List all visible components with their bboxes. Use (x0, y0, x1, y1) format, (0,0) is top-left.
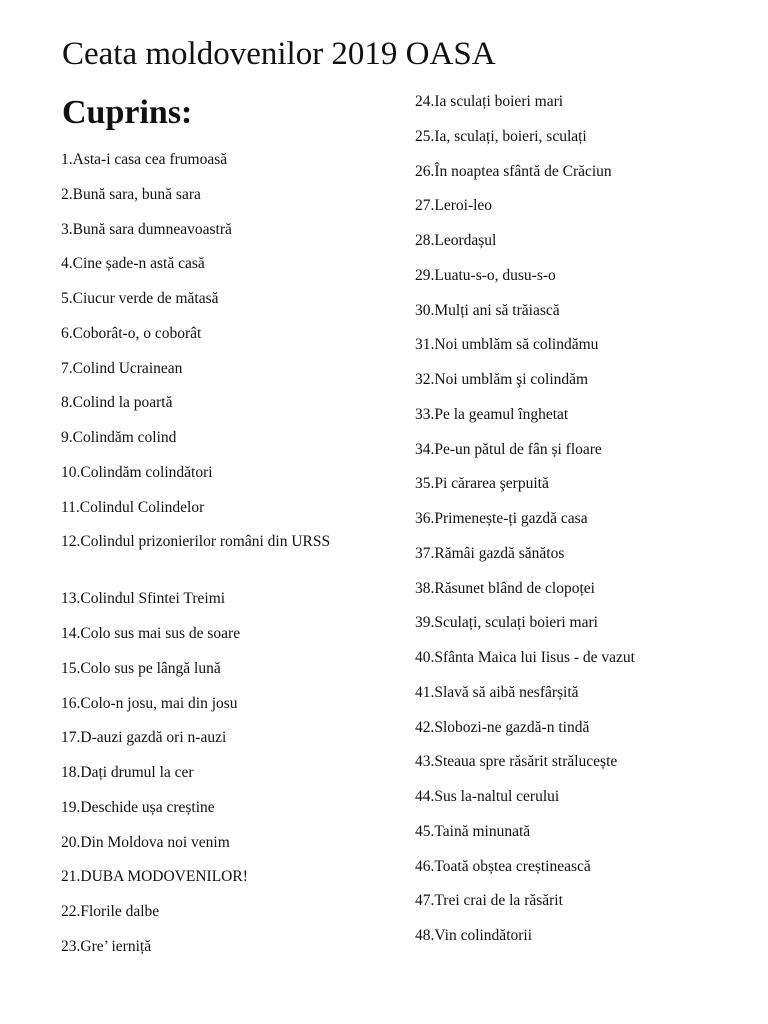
toc-entry-text: 19.Deschide ușa creștine (61, 798, 215, 816)
toc-entry-text: 17.D-auzi gazdă ori n-auzi (61, 729, 227, 747)
toc-entry-text: 23.Gre’ ierniță (61, 937, 152, 955)
toc-entry (415, 264, 760, 299)
toc-entry (61, 357, 361, 392)
toc-entry-text: 45.Taină minunată (415, 822, 531, 840)
toc-entry-text: 25.Ia, sculați, boieri, sculați (415, 127, 587, 145)
toc-entry (61, 796, 361, 831)
toc-entry-text: 31.Noi umblăm să colindămu (415, 336, 599, 354)
toc-entry (61, 391, 361, 426)
toc-entry (61, 831, 361, 866)
toc-entry (61, 935, 361, 970)
toc-entry-text: 22.Florile dalbe (61, 903, 160, 920)
toc-entry-text: 2.Bună sara, bună sara (61, 185, 201, 203)
toc-entry-text: 18.Dați drumul la cer (61, 764, 194, 781)
toc-entry (61, 252, 361, 287)
toc-entry (415, 160, 760, 195)
toc-entry-text: 43.Steaua spre răsărit strălucește (415, 753, 618, 771)
toc-entry-text: 13.Colindul Sfintei Treimi (61, 590, 226, 608)
toc-entry (415, 542, 760, 577)
toc-entry-text: 42.Slobozi-ne gazdă-n tindă (415, 718, 590, 736)
toc-entry-text: 9.Colindăm colind (61, 429, 177, 446)
toc-entry-text: 15.Colo sus pe lângă lună (61, 659, 221, 677)
toc-entry-text: 33.Pe la geamul înghetat (415, 405, 569, 423)
toc-entry (415, 90, 760, 125)
toc-entry (415, 681, 760, 716)
toc-entry (61, 530, 361, 587)
toc-entry-text: 21.DUBA MODOVENILOR! (61, 868, 248, 886)
toc-entry-text: 29.Luatu-s-o, dusu-s-o (415, 266, 556, 284)
toc-entry (61, 622, 361, 657)
toc-entry-text: 20.Din Moldova noi venim (61, 833, 230, 851)
toc-entry-text: 28.Leordașul (415, 232, 497, 249)
toc-entry (415, 820, 760, 855)
toc-entry (415, 646, 760, 681)
toc-entry-text: 47.Trei crai de la răsărit (415, 892, 563, 910)
toc-entry-text: 10.Colindăm colindători (61, 463, 213, 481)
toc-right-column (415, 90, 760, 959)
toc-entry (415, 438, 760, 473)
toc-entry (61, 218, 361, 253)
toc-entry-text: 1.Asta-i casa cea frumoasă (61, 151, 228, 168)
toc-entry (415, 716, 760, 751)
toc-entry-text: 35.Pi cărarea şerpuită (415, 475, 549, 493)
toc-entry-text: 34.Pe-un pătul de fân și floare (415, 440, 602, 458)
toc-entry (61, 761, 361, 796)
toc-entry-text: 6.Coborât-o, o coborât (61, 324, 202, 342)
toc-entry (61, 726, 361, 761)
toc-entry-text: 36.Primenește-ți gazdă casa (415, 510, 588, 527)
toc-entry (61, 657, 361, 692)
toc-entry (61, 496, 361, 531)
toc-entry-text: 41.Slavă să aibă nesfârșită (415, 683, 579, 701)
toc-entry-text: 24.Ia sculați boieri mari (415, 93, 564, 110)
toc-entry (415, 507, 760, 542)
toc-entry-text: 27.Leroi-leo (415, 197, 493, 215)
toc-entry-text: 46.Toată obștea creștinească (415, 857, 591, 875)
toc-entry-text: 37.Rămâi gazdă sănătos (415, 544, 565, 562)
toc-entry (61, 461, 361, 496)
toc-entry (61, 692, 361, 727)
toc-entry (415, 924, 760, 959)
toc-entry (415, 577, 760, 612)
toc-entry (61, 900, 361, 935)
toc-entry-text: 48.Vin colindătorii (415, 927, 533, 944)
document-title: Ceata moldovenilor 2019 OASA (62, 36, 496, 72)
toc-entry (415, 194, 760, 229)
toc-entry-text: 44.Sus la-naltul cerului (415, 788, 560, 805)
toc-heading: Cuprins: (62, 94, 193, 131)
toc-entry-text: 7.Colind Ucrainean (61, 359, 183, 377)
toc-entry (61, 322, 361, 357)
toc-entry-text: 16.Colo-n josu, mai din josu (61, 694, 238, 712)
toc-entry-text: 5.Ciucur verde de mătasă (61, 290, 219, 307)
toc-left-column (61, 148, 361, 970)
toc-entry-text: 14.Colo sus mai sus de soare (61, 625, 241, 642)
toc-entry (415, 403, 760, 438)
toc-entry-text: 12.Colindul prizonierilor români din URSS (61, 533, 331, 551)
toc-entry (415, 855, 760, 890)
toc-entry (415, 229, 760, 264)
toc-entry-text: 26.În noaptea sfântă de Crăciun (415, 162, 612, 180)
toc-entry (415, 785, 760, 820)
toc-entry (61, 587, 361, 622)
toc-entry (415, 368, 760, 403)
toc-entry (415, 472, 760, 507)
toc-entry (61, 426, 361, 461)
toc-entry-text: 39.Sculați, sculați boieri mari (415, 614, 598, 632)
toc-entry (415, 611, 760, 646)
toc-entry-text: 40.Sfânta Maica lui Iisus - de vazut (415, 649, 635, 666)
toc-entry (61, 148, 361, 183)
toc-entry-text: 4.Cine șade-n astă casă (61, 255, 205, 273)
toc-entry (415, 125, 760, 160)
toc-entry-text: 8.Colind la poartă (61, 394, 173, 412)
toc-entry (415, 750, 760, 785)
toc-entry-text: 30.Mulți ani să trăiască (415, 301, 560, 319)
toc-entry-text: 38.Răsunet blând de clopoței (415, 579, 595, 597)
toc-entry (61, 183, 361, 218)
toc-entry (415, 889, 760, 924)
toc-entry-text: 32.Noi umblăm şi colindăm (415, 371, 589, 388)
toc-entry (61, 865, 361, 900)
toc-entry (61, 287, 361, 322)
toc-entry-text: 3.Bună sara dumneavoastră (61, 220, 232, 238)
toc-entry (415, 299, 760, 334)
toc-entry-text: 11.Colindul Colindelor (61, 498, 205, 516)
toc-entry (415, 333, 760, 368)
